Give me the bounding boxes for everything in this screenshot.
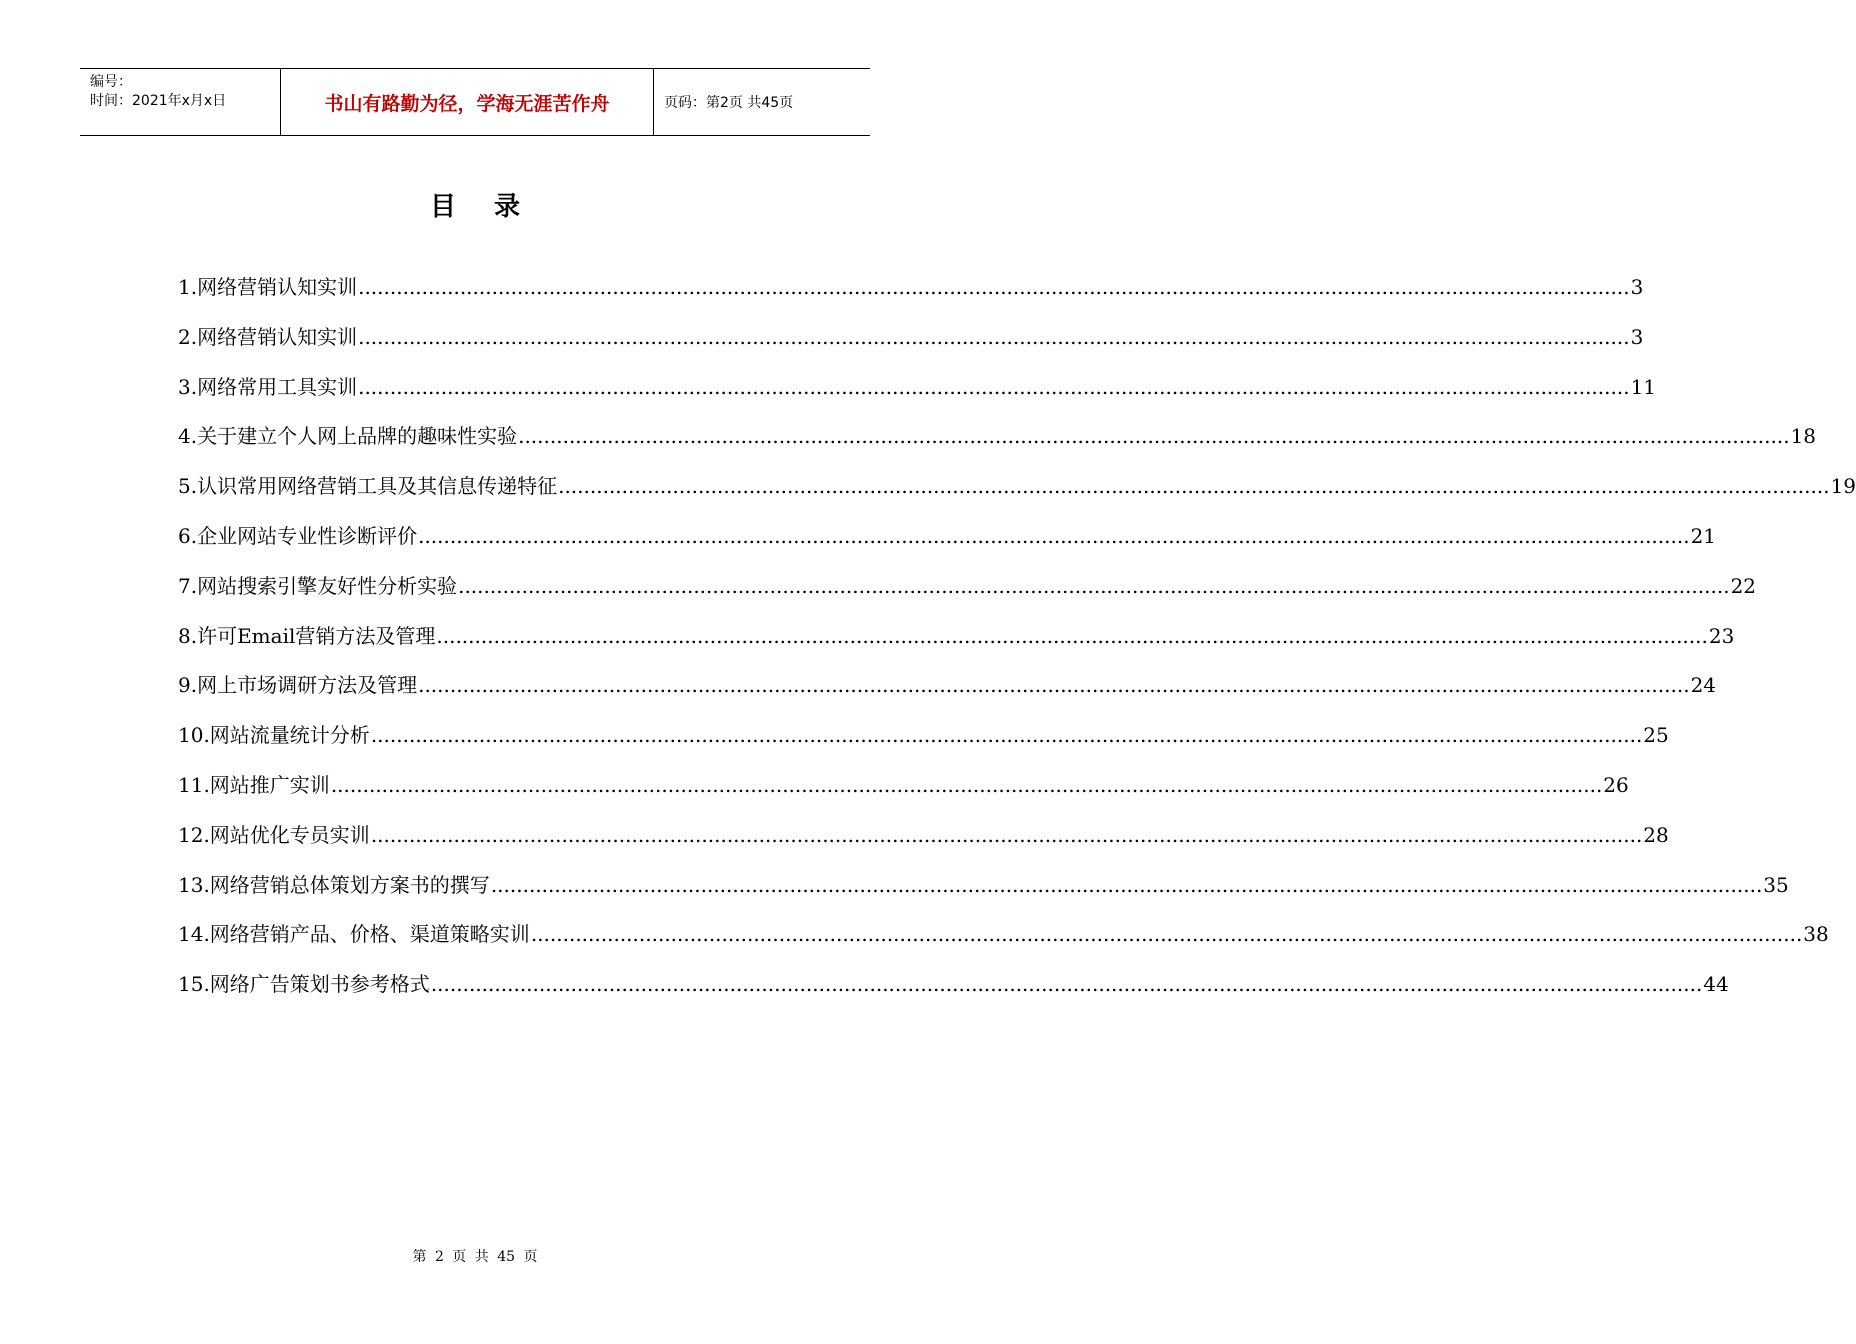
toc-item-label: 8.许可Email营销方法及管理	[178, 623, 436, 648]
toc-item-label: 12.网站优化专员实训	[178, 822, 370, 847]
toc-item-label: 6.企业网站专业性诊断评价	[178, 523, 418, 548]
toc-leader-dots: ........................................................................................................................................................................................................	[418, 523, 1690, 548]
toc-item-label: 2.网络营销认知实训	[178, 324, 358, 349]
toc-item-label: 7.网站搜索引擎友好性分析实验	[178, 573, 458, 598]
page-footer: 第 2 页 共 45 页	[412, 1249, 538, 1265]
toc-item-label: 13.网络营销总体策划方案书的撰写	[178, 872, 490, 897]
toc-leader-dots: ........................................................................................................................................................................................................	[458, 573, 1730, 598]
toc-leader-dots: ........................................................................................................................................................................................................	[558, 474, 1830, 499]
toc-item[interactable]	[178, 819, 1669, 869]
toc-leader-dots: ........................................................................................................................................................................................................	[530, 922, 1803, 947]
toc-item-page: 11	[1630, 374, 1657, 399]
toc-leader-dots: ........................................................................................................................................................................................................	[330, 772, 1603, 797]
toc-leader-dots: ........................................................................................................................................................................................................	[430, 972, 1703, 997]
toc-item[interactable]	[178, 869, 1789, 919]
toc-leader-dots: ........................................................................................................................................................................................................	[358, 374, 1630, 399]
toc-item-label: 15.网络广告策划书参考格式	[178, 972, 430, 997]
toc-item-page: 18	[1790, 424, 1817, 449]
header-meta	[80, 69, 281, 135]
toc-item-label: 14.网络营销产品、价格、渠道策略实训	[178, 922, 530, 947]
toc-leader-dots: ........................................................................................................................................................................................................	[518, 424, 1790, 449]
header-motto: 书山有路勤为径，学海无涯苦作舟	[281, 69, 654, 135]
toc-item-label: 5.认识常用网络营销工具及其信息传递特征	[178, 474, 558, 499]
toc-leader-dots: ........................................................................................................................................................................................................	[418, 673, 1690, 698]
toc-item-page: 26	[1603, 772, 1629, 797]
toc-item-label: 10.网站流量统计分析	[178, 723, 370, 748]
toc-item-page: 3	[1630, 324, 1644, 349]
page-header	[80, 68, 870, 136]
toc-item-page: 35	[1763, 872, 1789, 897]
toc-item[interactable]	[178, 769, 1629, 819]
toc-item-page: 3	[1630, 275, 1644, 299]
toc-item[interactable]	[178, 470, 1856, 520]
toc-leader-dots: ........................................................................................................................................................................................................	[370, 822, 1643, 847]
toc-item[interactable]	[178, 520, 1717, 570]
number-label: 编号：	[90, 74, 132, 90]
toc-item[interactable]	[178, 271, 1644, 321]
toc-item-page: 38	[1803, 922, 1829, 947]
toc-item[interactable]	[178, 620, 1735, 670]
toc-item-label: 1.网络营销认知实训	[178, 275, 358, 299]
toc-item[interactable]	[178, 669, 1717, 719]
toc-leader-dots: ........................................................................................................................................................................................................	[436, 623, 1708, 648]
toc-item-label: 11.网站推广实训	[178, 772, 330, 797]
toc-item-page: 28	[1643, 822, 1669, 847]
toc-item[interactable]	[178, 420, 1817, 470]
time-label: 时间：2021年x月x日	[90, 93, 227, 109]
toc-item-label: 9.网上市场调研方法及管理	[178, 673, 418, 698]
toc-leader-dots: ........................................................................................................................................................................................................	[358, 324, 1630, 349]
toc-item-page: 44	[1703, 972, 1729, 997]
toc-item[interactable]	[178, 968, 1729, 1018]
table-of-contents	[178, 271, 1856, 1018]
toc-item-page: 25	[1643, 723, 1669, 748]
toc-item-page: 23	[1708, 623, 1735, 648]
toc-item-page: 24	[1690, 673, 1717, 698]
toc-leader-dots: ........................................................................................................................................................................................................	[370, 723, 1643, 748]
toc-item[interactable]	[178, 321, 1644, 371]
toc-item[interactable]	[178, 719, 1669, 769]
toc-leader-dots: ........................................................................................................................................................................................................	[490, 872, 1763, 897]
toc-leader-dots: ........................................................................................................................................................................................................	[358, 275, 1630, 299]
toc-item-label: 4.关于建立个人网上品牌的趣味性实验	[178, 424, 518, 449]
toc-item[interactable]	[178, 570, 1757, 620]
toc-item-page: 22	[1730, 573, 1757, 598]
toc-item-label: 3.网络常用工具实训	[178, 374, 358, 399]
toc-item[interactable]	[178, 918, 1829, 968]
toc-item-page: 19	[1830, 474, 1856, 499]
header-page-info: 页码：第2页 共45页	[664, 95, 794, 111]
page-title: 目录	[429, 192, 558, 222]
toc-item-page: 21	[1690, 523, 1717, 548]
toc-item[interactable]	[178, 371, 1657, 421]
